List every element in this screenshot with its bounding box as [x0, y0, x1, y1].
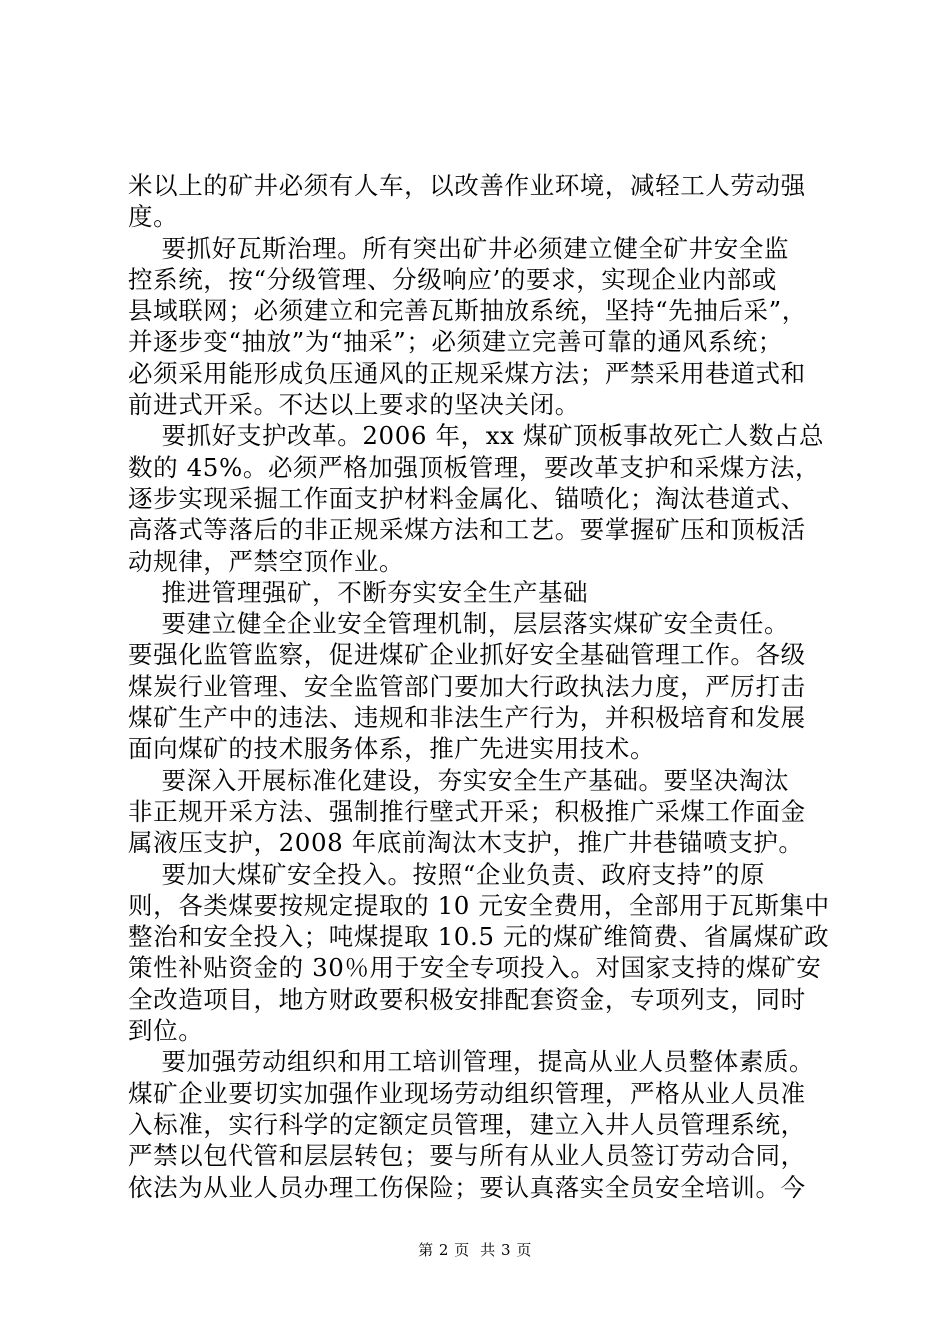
- text-line: 到位。: [128, 1016, 204, 1046]
- text-line: 策性补贴资金的 30％用于安全专项投入。对国家支持的煤矿安: [128, 953, 822, 983]
- text-line: 要强化监管监察，促进煤矿企业抓好安全基础管理工作。各级: [128, 640, 806, 670]
- text-line: 前进式开采。不达以上要求的坚决关闭。: [128, 390, 580, 420]
- text-line: 整治和安全投入；吨煤提取 10.5 元的煤矿维简费、省属煤矿政: [128, 922, 830, 952]
- text-line: 要建立健全企业安全管理机制，层层落实煤矿安全责任。: [128, 609, 790, 639]
- page-number-footer: 第 2 页 共 3 页: [418, 1241, 532, 1259]
- text-line: 高落式等落后的非正规采煤方法和工艺。要掌握矿压和顶板活: [128, 515, 806, 545]
- text-line: 必须采用能形成负压通风的正规采煤方法；严禁采用巷道式和: [128, 358, 806, 388]
- text-line: 面向煤矿的技术服务体系，推广先进实用技术。: [128, 734, 656, 764]
- text-line: 煤炭行业管理、安全监管部门要加大行政执法力度，严厉打击: [128, 671, 806, 701]
- text-line: 要抓好支护改革。2006 年，xx 煤矿顶板事故死亡人数占总: [128, 421, 825, 451]
- text-line: 度。: [128, 202, 179, 232]
- text-line: 县域联网；必须建立和完善瓦斯抽放系统，坚持“先抽后采”，: [128, 296, 807, 326]
- text-line: 严禁以包代管和层层转包；要与所有从业人员签订劳动合同，: [128, 1141, 806, 1171]
- text-line: 属液压支护，2008 年底前淘汰木支护，推广井巷锚喷支护。: [128, 828, 804, 858]
- text-line: 要抓好瓦斯治理。所有突出矿井必须建立健全矿井安全监: [128, 233, 790, 263]
- text-line: 煤矿生产中的违法、违规和非法生产行为，并积极培育和发展: [128, 703, 806, 733]
- text-line: 数的 45%。必须严格加强顶板管理，要改革支护和采煤方法，: [128, 452, 821, 482]
- text-line: 逐步实现采掘工作面支护材料金属化、锚喷化；淘汰巷道式、: [128, 483, 806, 513]
- text-line: 要加强劳动组织和用工培训管理，提高从业人员整体素质。: [128, 1047, 815, 1077]
- text-line: 依法为从业人员办理工伤保险；要认真落实全员安全培训。今: [128, 1172, 806, 1202]
- text-line: 则，各类煤要按规定提取的 10 元安全费用，全部用于瓦斯集中: [128, 890, 830, 920]
- text-line: 要加大煤矿安全投入。按照“企业负责、政府支持”的原: [128, 859, 766, 889]
- text-line: 全改造项目，地方财政要积极安排配套资金，专项列支，同时: [128, 984, 806, 1014]
- text-line: 米以上的矿井必须有人车，以改善作业环境，减轻工人劳动强: [128, 171, 806, 200]
- document-body: [128, 170, 853, 1203]
- text-line: 煤矿企业要切实加强作业现场劳动组织管理，严格从业人员准: [128, 1078, 806, 1108]
- text-line: 动规律，严禁空顶作业。: [128, 546, 405, 576]
- text-line: 入标准，实行科学的定额定员管理，建立入井人员管理系统，: [128, 1109, 806, 1139]
- text-line: 要深入开展标准化建设，夯实安全生产基础。要坚决淘汰: [128, 765, 790, 795]
- section-heading: 推进管理强矿，不断夯实安全生产基础: [128, 577, 589, 607]
- text-line: 控系统，按“分级管理、分级响应’的要求，实现企业内部或: [128, 264, 778, 294]
- text-line: 非正规开采方法、强制推行壁式开采；积极推广采煤工作面金: [128, 796, 806, 826]
- text-line: 并逐步变“抽放”为“抽采”；必须建立完善可靠的通风系统；: [128, 327, 783, 357]
